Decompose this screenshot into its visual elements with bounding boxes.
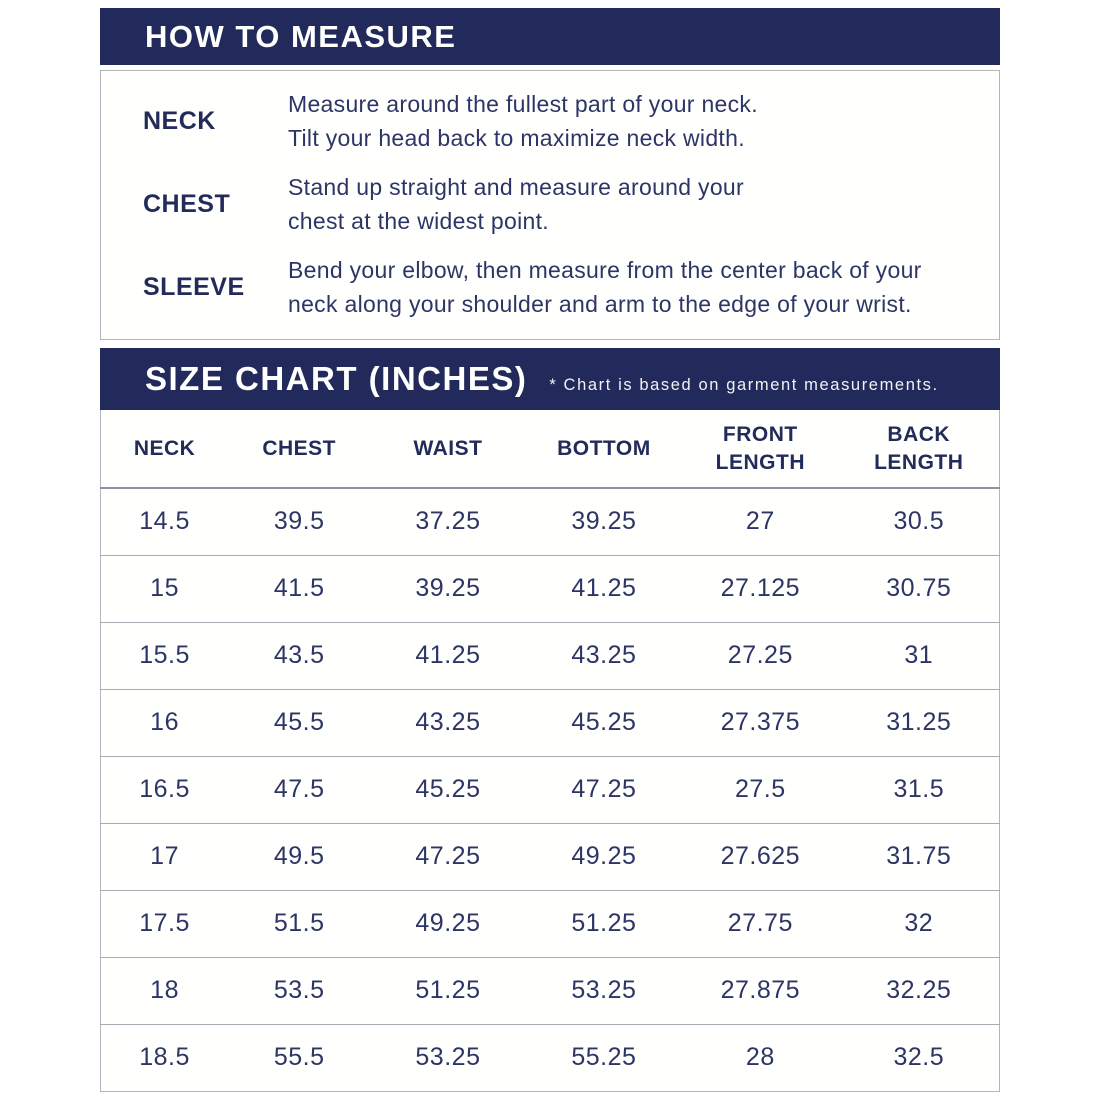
- cell-waist: 53.25: [370, 1024, 526, 1091]
- table-row: [101, 1024, 1000, 1091]
- cell-front-length: 27.5: [682, 756, 838, 823]
- cell-waist: 41.25: [370, 622, 526, 689]
- measure-text-sleeve: [288, 253, 922, 321]
- cell-chest: 51.5: [228, 890, 370, 957]
- cell-bottom: 55.25: [526, 1024, 682, 1091]
- table-row: [101, 555, 1000, 622]
- table-row: [101, 488, 1000, 555]
- measure-label-sleeve: SLEEVE: [143, 272, 245, 301]
- cell-waist: 39.25: [370, 555, 526, 622]
- cell-chest: 39.5: [273, 507, 325, 536]
- cell-front-length: 27.375: [682, 689, 838, 756]
- cell-chest: 43.5: [228, 622, 370, 689]
- cell-waist: 37.25: [415, 507, 481, 536]
- measure-text-line: Bend your elbow, then measure from the center back of your: [288, 257, 922, 283]
- cell-back-length: 30.5: [893, 507, 945, 536]
- col-header-chest: [228, 410, 370, 488]
- how-to-measure-section: [100, 70, 1000, 340]
- cell-neck: 17: [101, 823, 229, 890]
- col-header-waist: [370, 410, 526, 488]
- cell-bottom: 47.25: [526, 756, 682, 823]
- col-header-label: CHEST: [262, 436, 337, 460]
- cell-neck: 15: [101, 555, 229, 622]
- cell-front-length: 27.75: [682, 890, 838, 957]
- measure-text-line: Stand up straight and measure around your: [288, 174, 744, 200]
- cell-front-length: 27.625: [682, 823, 838, 890]
- cell-bottom: 51.25: [526, 890, 682, 957]
- measure-text-line: Tilt your head back to maximize neck width.: [288, 125, 745, 151]
- table-row: [101, 689, 1000, 756]
- col-header-label: BOTTOM: [557, 436, 651, 460]
- col-header-back-length: [839, 410, 1000, 488]
- measure-item-chest: [143, 170, 999, 238]
- table-row: [101, 756, 1000, 823]
- cell-neck: 18: [101, 957, 229, 1024]
- cell-bottom: 53.25: [526, 957, 682, 1024]
- measure-item-sleeve: [143, 253, 999, 321]
- measure-label-chest: CHEST: [143, 189, 231, 218]
- size-chart-title: SIZE CHART (INCHES): [145, 360, 528, 397]
- table-row: [101, 622, 1000, 689]
- measure-text-neck: [288, 87, 758, 155]
- cell-bottom: 41.25: [526, 555, 682, 622]
- cell-chest: 45.5: [228, 689, 370, 756]
- measure-text-line: Measure around the fullest part of your neck.: [288, 91, 758, 117]
- col-header-label: FRONT LENGTH: [715, 422, 805, 474]
- cell-bottom: 45.25: [526, 689, 682, 756]
- cell-neck: 18.5: [101, 1024, 229, 1091]
- table-row: [101, 890, 1000, 957]
- table-row: [101, 957, 1000, 1024]
- cell-back-length: 31.25: [839, 689, 1000, 756]
- cell-back-length: 32.5: [839, 1024, 1000, 1091]
- size-chart-banner: [100, 348, 1000, 410]
- cell-back-length: 30.75: [839, 555, 1000, 622]
- cell-chest: 47.5: [228, 756, 370, 823]
- table-header-row: [101, 410, 1000, 488]
- cell-chest: 41.5: [228, 555, 370, 622]
- cell-bottom: 49.25: [526, 823, 682, 890]
- cell-front-length: 27: [745, 507, 775, 536]
- cell-back-length: 31.75: [839, 823, 1000, 890]
- cell-waist: 51.25: [370, 957, 526, 1024]
- cell-waist: 49.25: [370, 890, 526, 957]
- cell-back-length: 31.5: [839, 756, 1000, 823]
- col-header-label: WAIST: [413, 436, 483, 460]
- cell-back-length: 32.25: [839, 957, 1000, 1024]
- measure-text-line: chest at the widest point.: [288, 208, 549, 234]
- how-to-measure-banner: [100, 8, 1000, 65]
- cell-waist: 47.25: [370, 823, 526, 890]
- col-header-label: BACK LENGTH: [874, 422, 964, 474]
- cell-bottom: 39.25: [571, 507, 637, 536]
- cell-front-length: 27.875: [682, 957, 838, 1024]
- cell-neck: 15.5: [101, 622, 229, 689]
- cell-neck: 16: [101, 689, 229, 756]
- cell-back-length: 31: [839, 622, 1000, 689]
- col-header-front-length: [682, 410, 838, 488]
- cell-chest: 55.5: [228, 1024, 370, 1091]
- table-row: [101, 823, 1000, 890]
- size-chart-note: * Chart is based on garment measurements.: [549, 375, 939, 394]
- measure-label-neck: NECK: [143, 106, 216, 135]
- measure-text-chest: [288, 170, 744, 238]
- cell-neck: 17.5: [101, 890, 229, 957]
- cell-neck: 16.5: [101, 756, 229, 823]
- cell-chest: 53.5: [228, 957, 370, 1024]
- cell-front-length: 27.125: [682, 555, 838, 622]
- col-header-label: NECK: [133, 436, 196, 460]
- cell-waist: 45.25: [370, 756, 526, 823]
- cell-chest: 49.5: [228, 823, 370, 890]
- measure-text-line: neck along your shoulder and arm to the edge of your wrist.: [288, 291, 912, 317]
- col-header-neck: [101, 410, 229, 488]
- how-to-measure-title: HOW TO MEASURE: [145, 18, 457, 54]
- cell-neck: 14.5: [139, 507, 190, 536]
- cell-bottom: 43.25: [526, 622, 682, 689]
- measure-item-neck: [143, 87, 999, 155]
- cell-front-length: 28: [682, 1024, 838, 1091]
- cell-front-length: 27.25: [682, 622, 838, 689]
- col-header-bottom: [526, 410, 682, 488]
- size-chart-table: [100, 410, 1000, 1092]
- cell-waist: 43.25: [370, 689, 526, 756]
- cell-back-length: 32: [839, 890, 1000, 957]
